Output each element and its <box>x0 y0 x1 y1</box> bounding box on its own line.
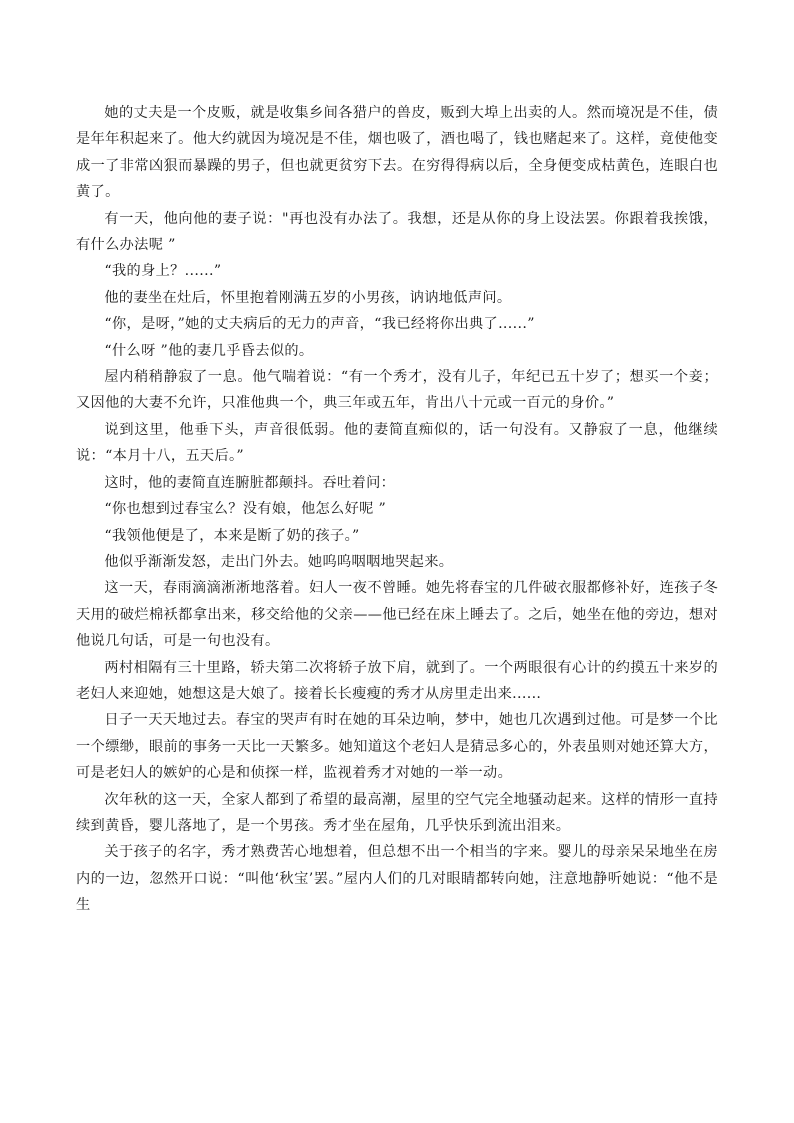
paragraph-6: “什么呀 ”他的妻几乎昏去似的。 <box>104 342 314 359</box>
paragraph-15: 日子一天天地过去。春宝的哭声有时在她的耳朵边响，梦中，她也几次遇到过他。可是梦一个比一个缥缈，眼前的事务一天比一天繁多。她知道这个老妇人是猜忌多心的，外表虽则对她还算大方，可是老妇人的嫉妒的心是和侦探一样，监视着秀才对她的一举一动。 <box>76 712 718 782</box>
paragraph-2: 有一天，他向他的妻子说："再也没有办法了。我想，还是从你的身上设法罢。你跟着我挨饿，有什么办法呢 ” <box>76 210 718 254</box>
paragraph-10: “你也想到过春宝么？没有娘，他怎么好呢 ” <box>104 501 387 518</box>
paragraph-3: “我的身上？......” <box>104 263 222 280</box>
paragraph-7: 屋内稍稍静寂了一息。他气喘着说：“有一个秀才，没有儿子，年纪已五十岁了；想买一个妾；又因他的大妻不允许，只准他典一个，典三年或五年，肯出八十元或一百元的身价。” <box>76 369 718 412</box>
paragraph-17: 关于孩子的名字，秀才熟费苦心地想着，但总想不出一个相当的字来。婴儿的母亲呆呆地坐在房内的一边，忽然开口说：“叫他‘秋宝’罢。”屋内人们的几对眼睛都转向她，注意地静听她说：“他不是生 <box>76 844 718 914</box>
paragraph-16: 次年秋的这一天，全家人都到了希望的最高潮，屋里的空气完全地骚动起来。这样的情形一直持续到黄昏，婴儿落地了，是一个男孩。秀才坐在屋角，几乎快乐到流出泪来。 <box>76 791 718 834</box>
paragraph-14: 两村相隔有三十里路，轿夫第二次将轿子放下肩，就到了。一个两眼很有心计的约摸五十来岁的老妇人来迎她，她想这是大娘了。接着长长瘦瘦的秀才从房里走出来...... <box>76 659 718 702</box>
paragraph-4: 他的妻坐在灶后，怀里抱着刚满五岁的小男孩，讷讷地低声问。 <box>104 289 512 306</box>
paragraph-1: 她的丈夫是一个皮贩，就是收集乡间各猎户的兽皮，贩到大埠上出卖的人。然而境况是不佳，债是年年积起来了。他大约就因为境况是不佳，烟也吸了，酒也喝了，钱也赌起来了。这样，竟使他变成一了非常凶狠而暴躁的男子，但也就更贫穷下去。在穷得得病以后，全身便变成枯黄色，连眼白也黄了。 <box>76 105 718 201</box>
paragraph-11: “我领他便是了，本来是断了奶的孩子。” <box>104 527 360 544</box>
paragraph-8: 说到这里，他垂下头，声音很低弱。他的妻简直痴似的，话一句没有。又静寂了一息，他继续说：“本月十八，五天后。” <box>76 421 718 465</box>
paragraph-5: “你，是呀，”她的丈夫病后的无力的声音，“我已经将你出典了......” <box>104 316 535 333</box>
paragraph-9: 这时，他的妻简直连腑脏都颠抖。吞吐着问： <box>104 474 396 491</box>
paragraph-12: 他似乎渐渐发怒，走出门外去。她呜呜咽咽地哭起来。 <box>104 553 454 570</box>
story-text <box>76 100 718 919</box>
paragraph-13: 这一天，春雨滴滴淅淅地落着。妇人一夜不曾睡。她先将春宝的几件破衣服都修补好，连孩子冬天用的破烂棉袄都拿出来，移交给他的父亲——他已经在床上睡去了。之后，她坐在他的旁边，想对他说几句话，可是一句也没有。 <box>76 580 718 650</box>
